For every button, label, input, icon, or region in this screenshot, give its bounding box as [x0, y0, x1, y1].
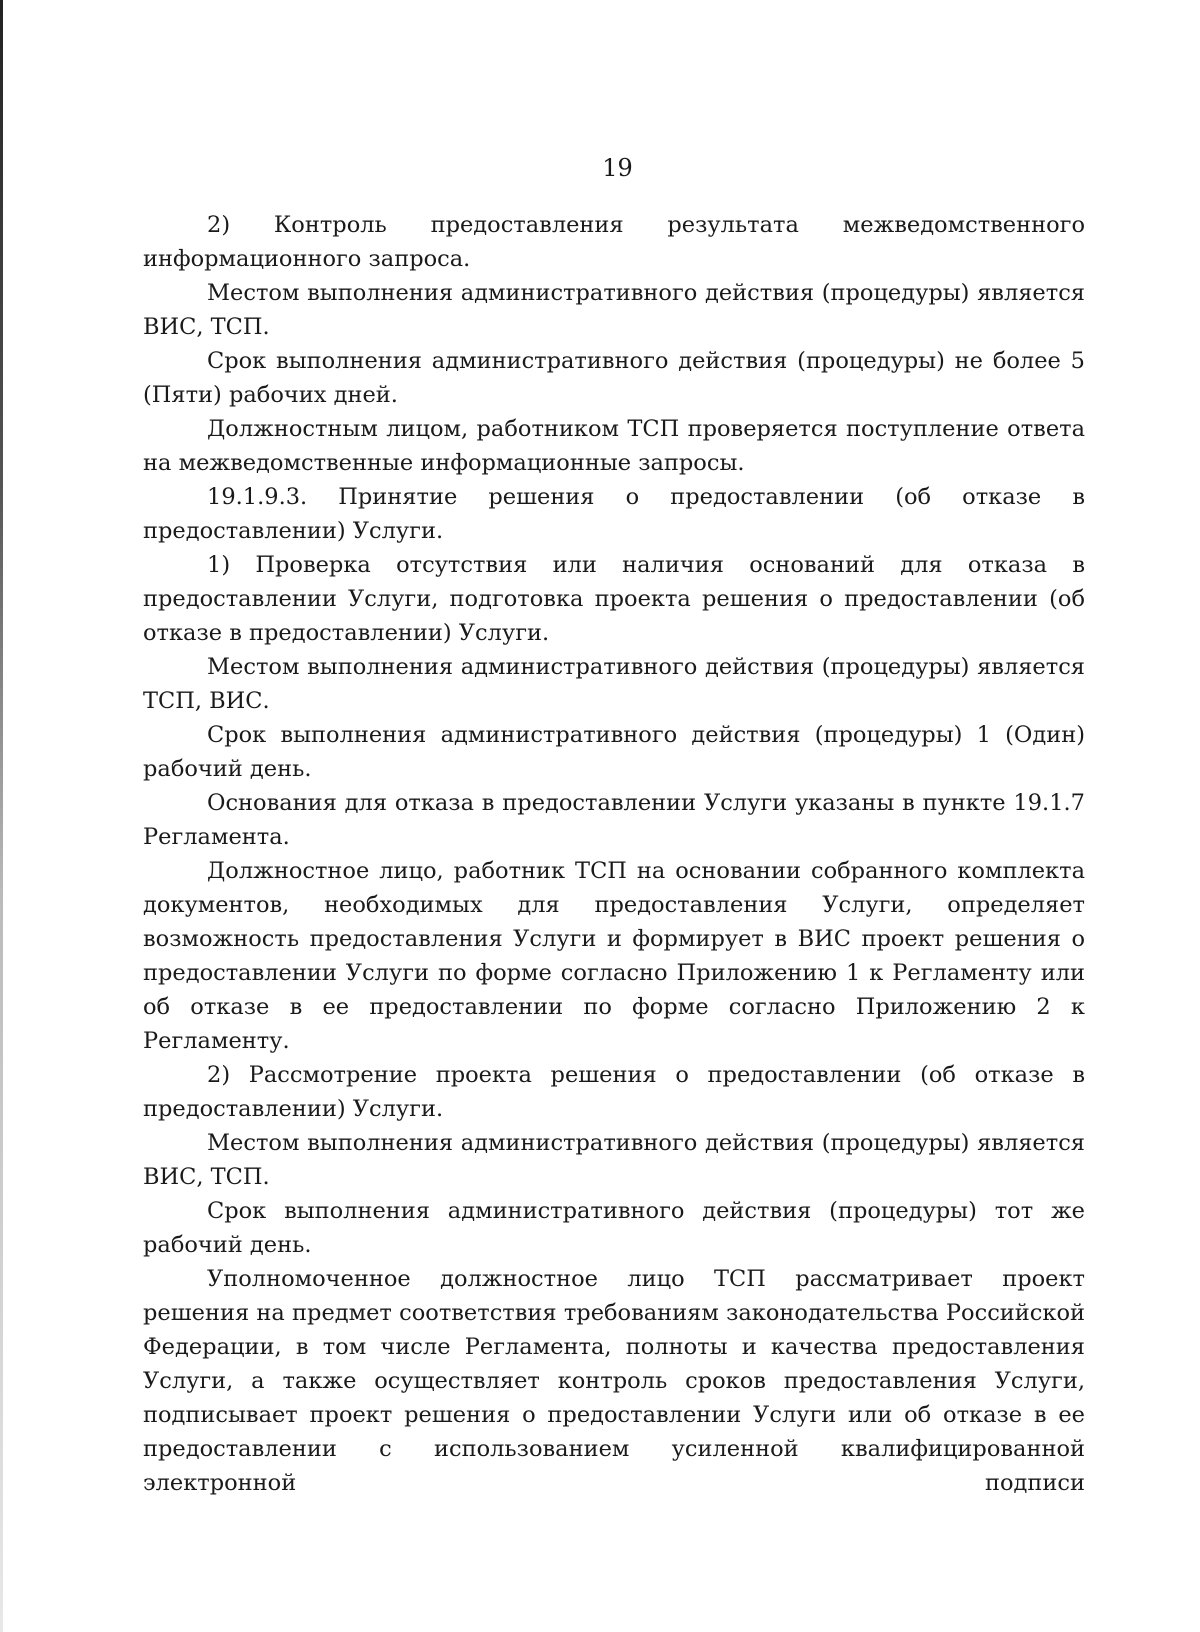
paragraph-check-grounds: 1) Проверка отсутствия или наличия оснований для отказа в предоставлении Услуги, подготовка проекта решения о предоставлении (об отказе в предоставлении) Услуги.: [143, 552, 1085, 646]
paragraph-review-draft: 2) Рассмотрение проекта решения о предоставлении (об отказе в предоставлении) Услуги.: [143, 1062, 1085, 1122]
paragraph-section-19-1-9-3: 19.1.9.3. Принятие решения о предоставлении (об отказе в предоставлении) Услуги.: [143, 484, 1085, 544]
scan-edge-shadow: [0, 0, 3, 1632]
page-number: 19: [602, 154, 633, 182]
paragraph-term-3: Срок выполнения административного действия (процедуры) тот же рабочий день.: [143, 1198, 1085, 1258]
document-body: [143, 208, 1085, 1500]
paragraph-place-3: Местом выполнения административного действия (процедуры) является ВИС, ТСП.: [143, 1130, 1085, 1190]
paragraph-control-result: 2) Контроль предоставления результата межведомственного информационного запроса.: [143, 212, 1085, 272]
paragraph-refusal-grounds: Основания для отказа в предоставлении Услуги указаны в пункте 19.1.7 Регламента.: [143, 790, 1085, 850]
paragraph-term-2: Срок выполнения административного действия (процедуры) 1 (Один) рабочий день.: [143, 722, 1085, 782]
paragraph-term-1: Срок выполнения административного действия (процедуры) не более 5 (Пяти) рабочих дней.: [143, 348, 1085, 408]
paragraph-place-2: Местом выполнения административного действия (процедуры) является ТСП, ВИС.: [143, 654, 1085, 714]
paragraph-check-response: Должностным лицом, работником ТСП проверяется поступление ответа на межведомственные информационные запросы.: [143, 416, 1085, 476]
paragraph-place-1: Местом выполнения административного действия (процедуры) является ВИС, ТСП.: [143, 280, 1085, 340]
paragraph-official-decision: Должностное лицо, работник ТСП на основании собранного комплекта документов, необходимых для предоставления Услуги, определяет возможность предоставления Услуги и формирует в ВИС проект решения о предоставлении Услуги по форме согласно Приложению 1 к Регламенту или об отказе в ее предоставлении по форме согласно Приложению 2 к Регламенту.: [143, 858, 1085, 1054]
paragraph-authorized-review: Уполномоченное должностное лицо ТСП рассматривает проект решения на предмет соответствия требованиям законодательства Российской Федерации, в том числе Регламента, полноты и качества предоставления Услуги, а также осуществляет контроль сроков предоставления Услуги, подписывает проект решения о предоставлении Услуги или об отказе в ее предоставлении с использованием усиленной квалифицированной электронной подписи: [143, 1266, 1085, 1496]
